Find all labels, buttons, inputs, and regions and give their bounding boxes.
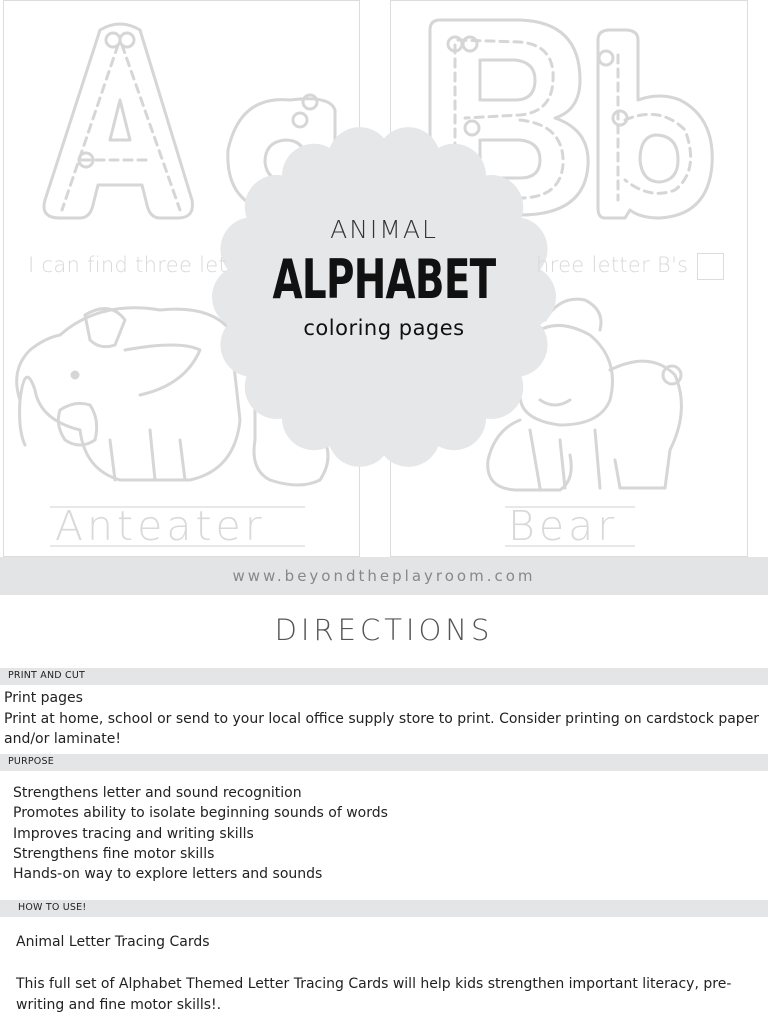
- print-and-cut-line: Print pages: [4, 690, 83, 706]
- print-and-cut-line: and/or laminate!: [4, 731, 121, 747]
- badge-line-coloring-pages: coloring pages: [303, 316, 465, 340]
- find-prompt-right: hree letter B's: [536, 253, 689, 277]
- directions-title: DIRECTIONS: [274, 613, 494, 647]
- website-url: www.beyondtheplayroom.com: [232, 567, 536, 585]
- badge-line-alphabet: ALPHABET: [272, 248, 496, 311]
- purpose-item: Strengthens letter and sound recognition: [13, 785, 302, 801]
- purpose-item: Promotes ability to isolate beginning sounds of words: [13, 805, 388, 821]
- purpose-item: Hands-on way to explore letters and sounds: [13, 866, 323, 882]
- animal-name-anteater: Anteater: [55, 502, 266, 550]
- badge-line-animal: ANIMAL: [330, 215, 438, 244]
- purpose-item: Improves tracing and writing skills: [13, 826, 254, 842]
- section-header-how-to-use: HOW TO USE!: [0, 900, 768, 917]
- how-to-use-line: This full set of Alphabet Themed Letter Tracing Cards will help kids strengthen important literacy, pre-: [16, 976, 732, 992]
- print-and-cut-line: Print at home, school or send to your local office supply store to print. Consider printing on cardstock paper: [4, 711, 760, 727]
- animal-name-bear: Bear: [508, 502, 619, 550]
- find-prompt-left: I can find three let: [28, 253, 228, 277]
- how-to-use-line: writing and fine motor skills!.: [16, 997, 222, 1013]
- badge-title: [219, 130, 549, 465]
- section-header-purpose: PURPOSE: [0, 754, 768, 771]
- how-to-use-title: Animal Letter Tracing Cards: [16, 934, 210, 950]
- letter-a-uppercase-outline: [44, 24, 192, 218]
- count-checkbox: [697, 253, 724, 280]
- purpose-item: Strengthens fine motor skills: [13, 846, 215, 862]
- website-url-bar: [0, 557, 768, 595]
- section-header-print-and-cut: PRINT AND CUT: [0, 668, 768, 685]
